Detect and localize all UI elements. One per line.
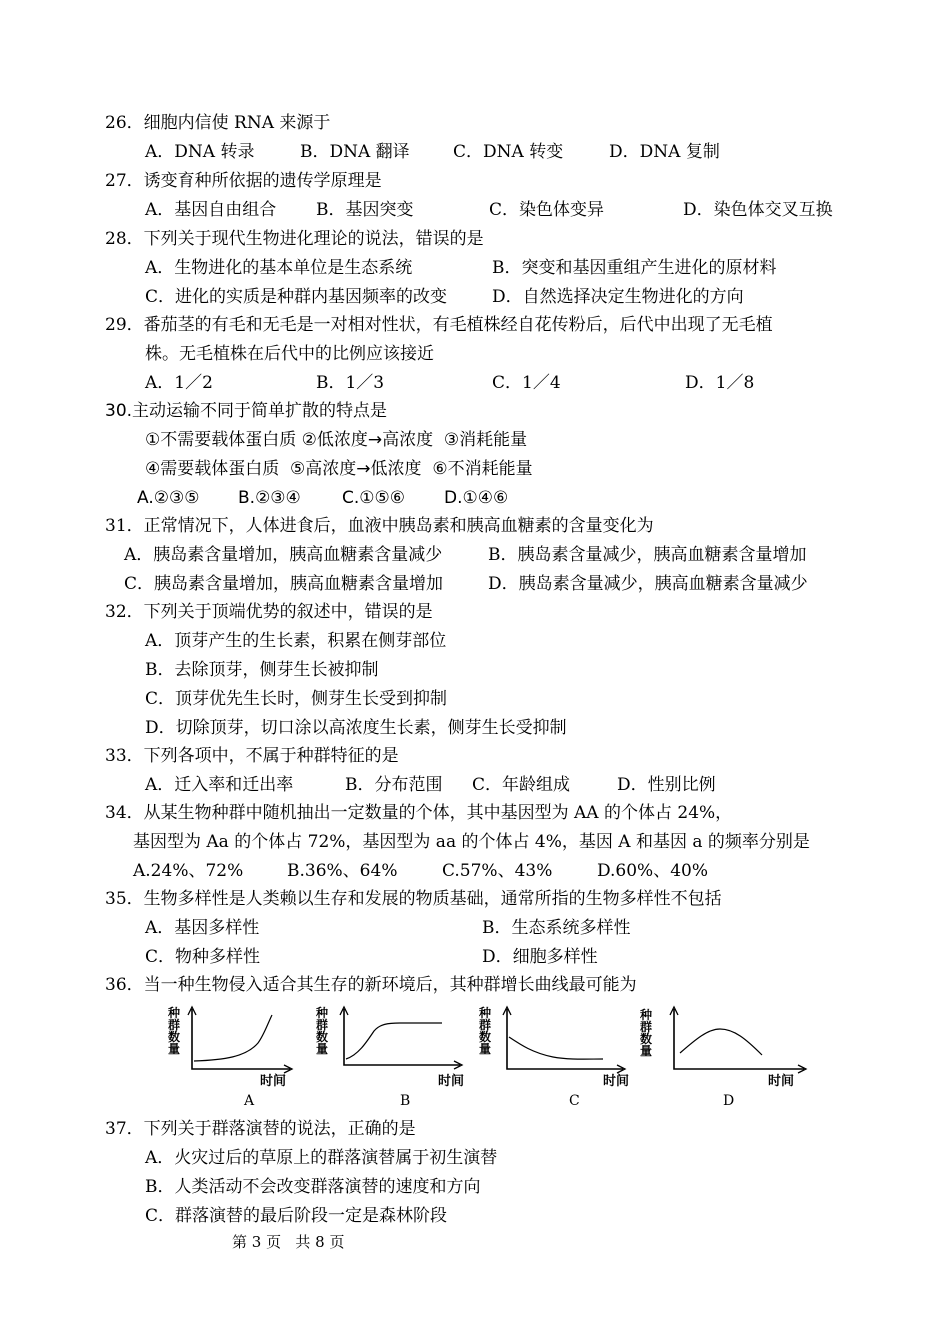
q37-option-a: A．火灾过后的草原上的群落演替属于初生演替 (145, 1148, 498, 1168)
q28-stem: 28．下列关于现代生物进化理论的说法，错误的是 (105, 229, 484, 249)
graph-c-curve (509, 1037, 603, 1059)
q27-option-a: A．基因自由组合 (145, 200, 277, 220)
q30-option-b: B.②③④ (238, 488, 301, 508)
q32-stem: 32．下列关于顶端优势的叙述中，错误的是 (105, 602, 433, 622)
graph-c (477, 1005, 630, 1111)
graph-b-letter: B (400, 1093, 411, 1109)
q28-option-c: C．进化的实质是种群内基因频率的改变 (145, 287, 448, 307)
q30-items-line1: ①不需要载体蛋白质 ②低浓度→高浓度 ③消耗能量 (145, 430, 528, 450)
q27-option-b: B．基因突变 (316, 200, 414, 220)
graph-a (162, 1005, 292, 1111)
q32-option-a: A．顶芽产生的生长素，积累在侧芽部位 (145, 631, 447, 651)
q31-option-c: C．胰岛素含量增加，胰高血糖素含量增加 (124, 574, 444, 594)
q33-option-d: D．性别比例 (617, 775, 716, 795)
graph-b-plot (314, 1005, 464, 1085)
q27-stem: 27．诱变育种所依据的遗传学原理是 (105, 171, 382, 191)
q37-option-c: C．群落演替的最后阶段一定是森林阶段 (145, 1206, 448, 1226)
graph-b-curve (346, 1023, 442, 1059)
graph-b-y-label: 种群数量 (316, 1006, 329, 1056)
q33-option-a: A．迁入率和迁出率 (145, 775, 294, 795)
graph-a-curve (194, 1015, 272, 1061)
q33-stem: 33．下列各项中，不属于种群特征的是 (105, 746, 399, 766)
q30-option-c: C.①⑤⑥ (342, 488, 405, 508)
q29-stem-line1: 29．番茄茎的有毛和无毛是一对相对性状，有毛植株经自花传粉后，后代中出现了无毛植 (105, 315, 773, 335)
graph-a-y-label: 种群数量 (168, 1006, 181, 1056)
q36-stem: 36．当一种生物侵入适合其生存的新环境后，其种群增长曲线最可能为 (105, 975, 637, 995)
q32-option-b: B．去除顶芽，侧芽生长被抑制 (145, 660, 379, 680)
q34-stem-line1: 34．从某生物种群中随机抽出一定数量的个体，其中基因型为 AA 的个体占 24%， (105, 803, 733, 823)
graph-c-plot (477, 1005, 627, 1085)
q31-stem: 31．正常情况下，人体进食后，血液中胰岛素和胰高血糖素的含量变化为 (105, 516, 654, 536)
q29-option-c: C．1／4 (492, 373, 561, 393)
q29-option-b: B．1／3 (316, 373, 385, 393)
q28-option-d: D．自然选择决定生物进化的方向 (492, 287, 744, 307)
q26-option-d: D．DNA 复制 (609, 142, 720, 162)
graph-c-y-label: 种群数量 (479, 1006, 492, 1056)
q32-option-c: C．顶芽优先生长时，侧芽生长受到抑制 (145, 689, 448, 709)
q34-option-a: A.24%、72% (133, 861, 244, 881)
graph-d-plot (638, 1005, 808, 1085)
q27-option-c: C．染色体变异 (489, 200, 605, 220)
q35-option-c: C．物种多样性 (145, 947, 261, 967)
q26-option-c: C．DNA 转变 (453, 142, 564, 162)
q34-option-c: C.57%、43% (442, 861, 553, 881)
q34-option-d: D.60%、40% (597, 861, 708, 881)
q35-stem: 35．生物多样性是人类赖以生存和发展的物质基础，通常所指的生物多样性不包括 (105, 889, 722, 909)
q37-option-b: B．人类活动不会改变群落演替的速度和方向 (145, 1177, 481, 1197)
graph-d-curve (680, 1029, 762, 1055)
q34-option-b: B.36%、64% (287, 861, 398, 881)
q31-option-b: B．胰岛素含量减少，胰高血糖素含量增加 (488, 545, 807, 565)
q35-option-a: A．基因多样性 (145, 918, 260, 938)
q31-option-d: D．胰岛素含量减少，胰高血糖素含量减少 (488, 574, 808, 594)
graph-d-y-label: 种群数量 (640, 1008, 653, 1058)
q33-option-c: C．年龄组成 (472, 775, 571, 795)
q29-option-d: D．1／8 (685, 373, 755, 393)
q33-option-b: B．分布范围 (345, 775, 443, 795)
graph-c-letter: C (569, 1093, 580, 1109)
q35-option-d: D．细胞多样性 (482, 947, 598, 967)
graph-d-x-label: 时间 (768, 1074, 795, 1089)
q30-items-line2: ④需要载体蛋白质 ⑤高浓度→低浓度 ⑥不消耗能量 (145, 459, 533, 479)
graph-b-x-label: 时间 (438, 1074, 465, 1089)
graph-a-x-label: 时间 (260, 1074, 287, 1089)
graph-d (638, 1005, 808, 1111)
q29-option-a: A．1／2 (145, 373, 213, 393)
graph-a-plot (162, 1005, 292, 1085)
q35-option-b: B．生态系统多样性 (482, 918, 631, 938)
q26-stem: 26．细胞内信使 RNA 来源于 (105, 113, 331, 133)
q29-stem-line2: 株。无毛植株在后代中的比例应该接近 (145, 344, 434, 364)
q28-option-a: A．生物进化的基本单位是生态系统 (145, 258, 413, 278)
graph-a-letter: A (244, 1093, 255, 1109)
q34-stem-line2: 基因型为 Aa 的个体占 72%，基因型为 aa 的个体占 4%，基因 A 和基因 a 的频率分别是 (133, 832, 810, 852)
q31-option-a: A．胰岛素含量增加，胰高血糖素含量减少 (124, 545, 443, 565)
q30-option-d: D.①④⑥ (444, 488, 509, 508)
q26-option-a: A．DNA 转录 (145, 142, 255, 162)
graph-c-x-label: 时间 (603, 1074, 630, 1089)
q32-option-d: D．切除顶芽，切口涂以高浓度生长素，侧芽生长受抑制 (145, 718, 567, 738)
page-footer: 第 3 页 共 8 页 (232, 1233, 345, 1251)
graph-b (314, 1005, 464, 1111)
q28-option-b: B．突变和基因重组产生进化的原材料 (492, 258, 777, 278)
q26-option-b: B．DNA 翻译 (300, 142, 410, 162)
q30-stem: 30.主动运输不同于简单扩散的特点是 (105, 401, 388, 421)
q30-option-a: A.②③⑤ (137, 488, 200, 508)
q27-option-d: D．染色体交叉互换 (683, 200, 833, 220)
graph-d-letter: D (723, 1093, 735, 1109)
q37-stem: 37．下列关于群落演替的说法，正确的是 (105, 1119, 416, 1139)
